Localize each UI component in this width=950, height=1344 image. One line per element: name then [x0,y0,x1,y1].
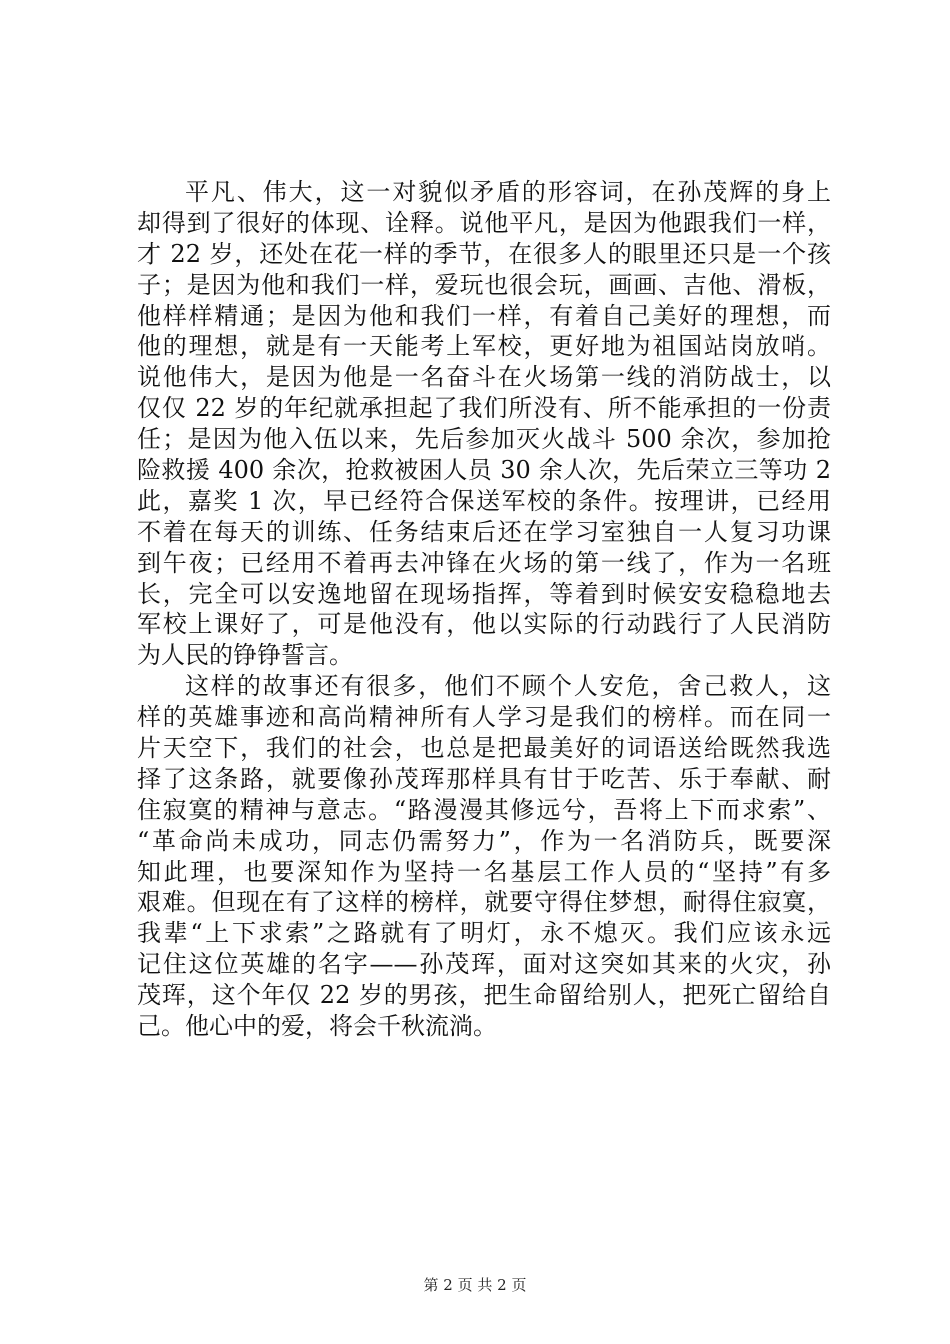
text-line: 到午夜；已经用不着再去冲锋在火场的第一线了，作为一名班 [137,548,831,577]
text-line: 知此理，也要深知作为坚持一名基层工作人员的“坚持”有多 [137,857,831,886]
text-line: 不着在每天的训练、任务结束后还在学习室独自一人复习功课 [137,517,831,546]
text-line: 记住这位英雄的名字——孙茂珲，面对这突如其来的火灾，孙 [137,950,831,979]
text-line: 我辈“上下求索”之路就有了明灯，永不熄灭。我们应该永远 [137,919,831,948]
text-line: 样的英雄事迹和高尚精神所有人学习是我们的榜样。而在同一 [137,703,831,732]
paragraph [137,177,831,671]
text-line: 说他伟大，是因为他是一名奋斗在火场第一线的消防战士，以 [137,363,831,392]
paragraph [137,671,831,1042]
text-line: 子；是因为他和我们一样，爱玩也很会玩，画画、吉他、滑板， [137,270,831,299]
text-line: 片天空下，我们的社会，也总是把最美好的词语送给既然我选 [137,734,831,763]
text-line: 这样的故事还有很多，他们不顾个人安危，舍己救人，这 [185,672,831,701]
text-line: 己。他心中的爱，将会千秋流淌。 [137,1012,497,1041]
text-line: 择了这条路，就要像孙茂珲那样具有甘于吃苦、乐于奉献、耐 [137,764,831,793]
text-line: 他样样精通；是因为他和我们一样，有着自己美好的理想，而 [137,301,831,330]
text-line: 平凡、伟大，这一对貌似矛盾的形容词，在孙茂辉的身上 [185,178,831,206]
text-line: 茂珲，这个年仅 22 岁的男孩，把生命留给别人，把死亡留给自 [137,981,831,1010]
text-line: 艰难。但现在有了这样的榜样，就要守得住梦想，耐得住寂寞， [137,888,831,917]
text-line: 他的理想，就是有一天能考上军校，更好地为祖国站岗放哨。 [137,332,831,361]
text-line: 任；是因为他入伍以来，先后参加灭火战斗 500 余次，参加抢 [137,425,831,454]
text-line: 才 22 岁，还处在花一样的季节，在很多人的眼里还只是一个孩 [137,239,831,268]
text-line: 住寂寞的精神与意志。“路漫漫其修远兮，吾将上下而求索”、 [137,795,831,824]
text-line: 军校上课好了，可是他没有，他以实际的行动践行了人民消防 [137,610,831,639]
document-body [137,177,831,1042]
text-line: 却得到了很好的体现、诠释。说他平凡，是因为他跟我们一样， [137,208,831,237]
text-line: 为人民的铮铮誓言。 [137,641,353,670]
text-line: 仅仅 22 岁的年纪就承担起了我们所没有、所不能承担的一份责 [137,394,831,423]
text-line: 险救援 400 余次，抢救被困人员 30 余人次，先后荣立三等功 2 [137,456,831,485]
text-line: 此，嘉奖 1 次，早已经符合保送军校的条件。按理讲，已经用 [137,486,831,515]
text-line: “革命尚未成功，同志仍需努力”，作为一名消防兵，既要深 [137,826,831,855]
page-footer: 第 2 页 共 2 页 [423,1276,527,1294]
text-line: 长，完全可以安逸地留在现场指挥，等着到时候安安稳稳地去 [137,579,831,608]
